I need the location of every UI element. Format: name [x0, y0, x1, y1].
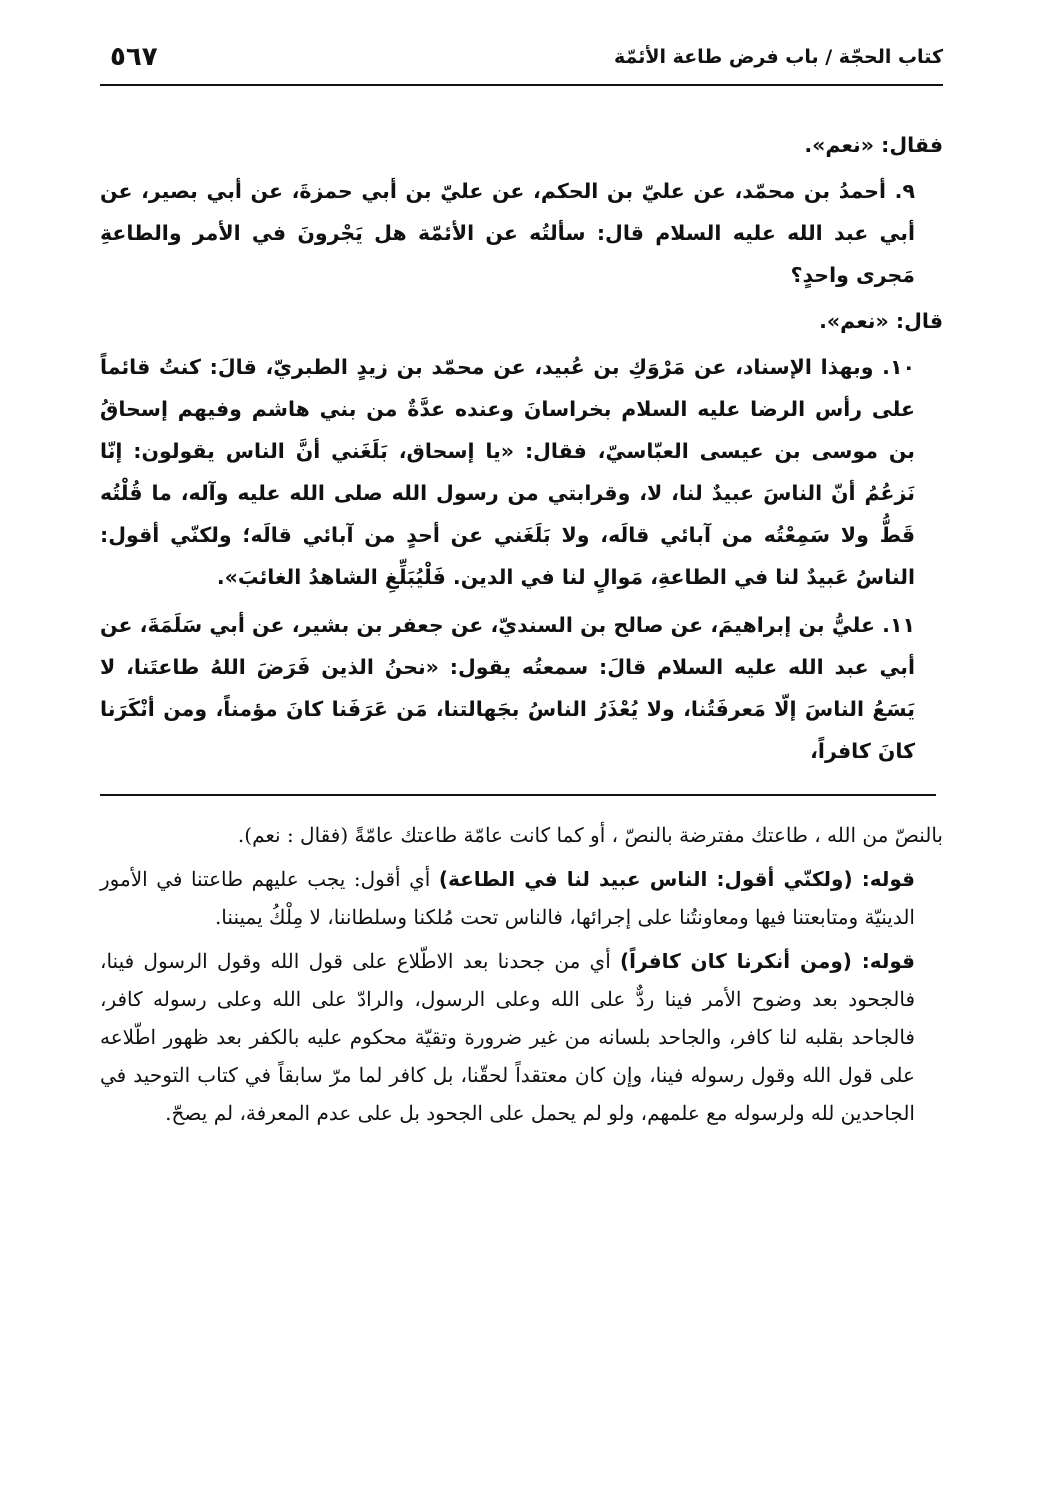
- note-1-lemma: قوله: (ولكنّي أقول: الناس عبيد لنا في الطاعة): [438, 867, 915, 891]
- commentary: [100, 816, 943, 1138]
- footnote-separator: [100, 794, 936, 796]
- hadith-11: ١١. عليُّ بن إبراهيمَ، عن صالح بن السنديّ، عن جعفر بن بشير، عن أبي سَلَمَةَ، عن أبي عبد الله عليه السلام قالَ: سمعتُه يقول: «نحنُ الذين فَرَضَ اللهُ طاعتَنا، لا يَسَعُ الناسَ إلّا مَعرفَتُنا، ولا يُعْذَرُ الناسُ بجَهالتنا، مَن عَرَفَنا كانَ مؤمناً، ومن أنْكَرَنا كانَ كافراً،: [100, 613, 915, 763]
- commentary-note-2: [100, 942, 943, 1132]
- hadith-9: ٩. أحمدُ بن محمّد، عن عليّ بن الحكم، عن عليّ بن أبي حمزةَ، عن أبي بصير، عن أبي عبد الله عليه السلام قال: سألتُه عن الأئمّة هل يَجْرونَ في الأمر والطاعةِ مَجرى واحدٍ؟: [100, 179, 915, 287]
- commentary-intro: بالنصّ من الله ، طاعتك مفترضة بالنصّ ، أو كما كانت عامّة طاعتك عامّةً (فقال : نعم).: [237, 823, 943, 847]
- hadith-9-reply: قال: «نعم».: [819, 309, 943, 333]
- commentary-note-1: [100, 860, 943, 936]
- running-title: كتاب الحجّة / باب فرض طاعة الأئمّة: [614, 46, 943, 68]
- note-2-lemma: قوله: (ومن أنكرنا كان كافراً): [620, 949, 916, 973]
- page-number: ٥٦٧: [110, 42, 158, 72]
- hadith-text: [100, 126, 943, 778]
- note-1-text: أي أقول: يجب عليهم طاعتنا في الأمور الدينيّة ومتابعتنا فيها ومعاونتُنا على إجرائها، فالناس تحت مُلكنا وسلطاننا، لا مِلْكُ يميننا.: [100, 867, 915, 929]
- note-2-text: أي من جحدنا بعد الاطّلاع على قول الله وقول الرسول فينا، فالجحود بعد وضوح الأمر فينا ردٌّ على الله وعلى الرسول، والرادّ على الله وعلى رسوله كافر، فالجاحد بقلبه لنا كافر، والجاحد بلسانه من غير ضرورة وتقيّة محكوم عليه بالكفر بعد ظهور اطّلاعه على قول الله وقول رسوله فينا، وإن كان معتقداً لحقّنا، بل كافر لما مرّ سابقاً في كتاب التوحيد في الجاحدين لله ولرسوله مع علمهم، ولو لم يحمل على الجحود بل على عدم المعرفة، لم يصحّ.: [100, 949, 915, 1125]
- page-header: [100, 40, 943, 86]
- hadith-line-reply: فقال: «نعم».: [804, 133, 943, 157]
- hadith-10: ١٠. وبهذا الإسناد، عن مَرْوَكِ بن عُبيد، عن محمّد بن زيدٍ الطبريّ، قالَ: كنتُ قائماً على رأس الرضا عليه السلام بخراسانَ وعنده عدَّةٌ من بني هاشم وفيهم إسحاقُ بن موسى بن عيسى العبّاسيّ، فقال: «يا إسحاق، بَلَغَني أنَّ الناس يقولون: إنّا نَزعُمُ أنّ الناسَ عبيدٌ لنا، لا، وقرابتي من رسول الله صلى الله عليه وآله، ما قُلْتُه قَطُّ ولا سَمِعْتُه من آبائي قالَه، ولا بَلَغَني عن أحدٍ من آبائي قالَه؛ ولكنّي أقول: الناسُ عَبيدٌ لنا في الطاعةِ، مَوالٍ لنا في الدين. فَلْيُبَلِّغِ الشاهدُ الغائبَ».: [100, 355, 915, 589]
